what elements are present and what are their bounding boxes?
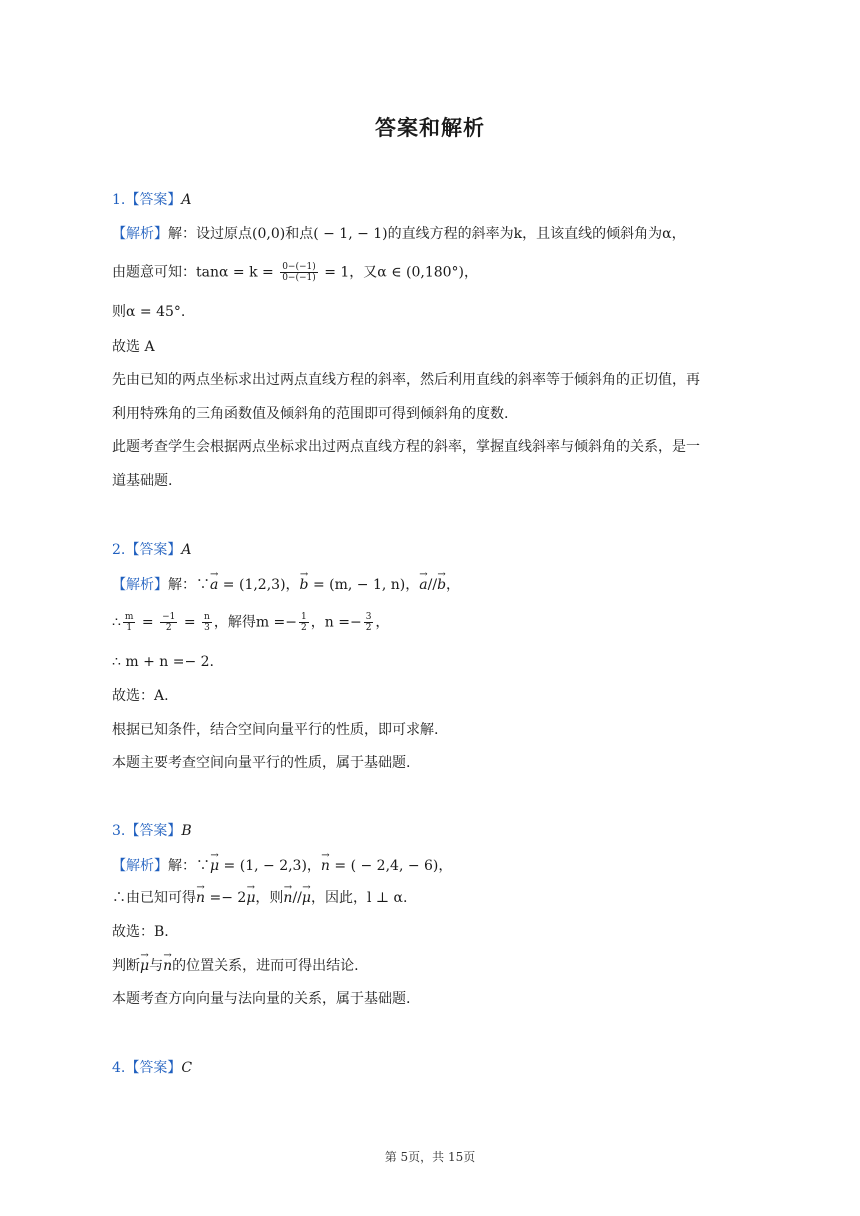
q3-analysis-line-4 [112, 956, 752, 976]
q3-text-2b: =− 2 [205, 890, 247, 906]
q3-text-4c: 的位置关系，进而可得出结论. [172, 958, 359, 974]
q2-answer-label: 【答案】 [125, 542, 182, 558]
q2-text-1a: 解：∵ [168, 577, 210, 593]
q2-frac-2 [160, 612, 177, 633]
q3-analysis-line-1 [112, 856, 752, 876]
q4-answer-label: 【答案】 [125, 1060, 182, 1076]
q3-answer-line [112, 821, 752, 841]
q3-answer: B [181, 823, 192, 839]
q1-text-6: 利用特殊角的三角函数值及倾斜角的范围即可得到倾斜角的度数. [112, 406, 509, 422]
q2-text-5: 根据已知条件，结合空间向量平行的性质，即可求解. [112, 722, 439, 738]
q1-answer-label: 【答案】 [125, 192, 182, 208]
q3-text-2d: // [292, 890, 302, 906]
vector-a-2: → a [419, 575, 427, 595]
q2-frac-1-num: m [124, 612, 134, 622]
vector-mu-4: → μ [140, 956, 149, 976]
vector-n: → n [321, 856, 330, 876]
q2-number: 2. [112, 542, 126, 558]
q3-analysis-label: 【解析】 [112, 858, 168, 874]
q2-text-2b: ，解得m =− [213, 614, 298, 631]
q2-text-1d: // [427, 577, 438, 593]
q1-text-7: 此题考查学生会根据两点坐标求出过两点直线方程的斜率，掌握直线斜率与倾斜角的关系，是一 [112, 439, 700, 455]
q3-text-5: 本题考查方向向量与法向量的关系，属于基础题. [112, 991, 411, 1007]
q3-text-1a: 解：∵ [168, 858, 210, 874]
page-footer: 第 5页，共 15页 [384, 1150, 476, 1164]
q1-text-8: 道基础题. [112, 473, 173, 489]
q3-text-2e: ，因此，l ⊥ α. [311, 890, 408, 906]
q2-frac-5-den: 2 [365, 623, 372, 633]
q1-answer: A [181, 192, 192, 208]
q2-frac-2-den: 2 [165, 623, 172, 633]
page-title: 答案和解析 [375, 116, 485, 140]
q2-frac-3 [202, 612, 212, 633]
q1-frac-num: 0−(−1) [282, 262, 316, 272]
q3-text-1b: = (1, − 2,3)， [219, 858, 321, 874]
q3-text-1c: = ( − 2,4, − 6)， [329, 858, 453, 874]
q2-analysis-line-2 [112, 612, 752, 633]
q2-eq-1: = [137, 614, 159, 631]
vector-mu-2: → μ [246, 888, 255, 908]
q2-eq-2: = [179, 614, 201, 631]
q3-text-3: 故选：B. [112, 924, 169, 940]
q4-answer: C [181, 1060, 193, 1076]
q2-frac-4-num: 1 [301, 612, 307, 622]
q3-text-4a: 判断 [112, 958, 140, 974]
q1-text-3: 则α = 45°. [112, 304, 186, 320]
q2-text-3: ∴ m + n =− 2. [112, 654, 214, 670]
q3-analysis-line-2 [112, 888, 752, 908]
q1-text-2a: 由题意可知：tanα = k = [112, 264, 279, 281]
q3-text-2c: ，则 [255, 890, 284, 906]
q2-text-1b: = (1,2,3)， [218, 577, 300, 593]
q2-frac-5-num: 3 [365, 612, 372, 622]
q3-text-4b: 与 [149, 958, 164, 974]
q2-analysis-label: 【解析】 [112, 577, 168, 593]
q1-frac-den: 0−(−1) [282, 273, 316, 283]
vector-b-2: → b [437, 575, 446, 595]
q2-text-1c: = (m, − 1, n)， [308, 577, 420, 593]
q2-analysis-line-1 [112, 575, 752, 595]
q2-frac-5 [364, 612, 374, 633]
q3-number: 3. [112, 823, 126, 839]
q2-text-6: 本题主要考查空间向量平行的性质，属于基础题. [112, 755, 411, 771]
q1-text-2b: = 1，又α ∈ (0,180°)， [319, 264, 479, 281]
vector-mu: → μ [210, 856, 219, 876]
vector-n-4: → n [163, 956, 172, 976]
q2-answer: A [181, 542, 192, 558]
q2-frac-3-den: 3 [204, 623, 210, 633]
q4-answer-line [112, 1058, 752, 1078]
q2-text-1e: ， [446, 577, 461, 593]
q2-text-2c: ，n =− [310, 614, 362, 631]
q4-number: 4. [112, 1060, 126, 1076]
q1-text-5: 先由已知的两点坐标求出过两点直线方程的斜率，然后利用直线的斜率等于倾斜角的正切值，再 [112, 372, 700, 388]
q1-analysis-line-2 [112, 262, 752, 283]
q1-text-1: 解：设过原点(0,0)和点( − 1, − 1)的直线方程的斜率为k，且该直线的倾斜角为α， [168, 226, 686, 242]
q1-number: 1. [112, 192, 126, 208]
vector-n-2: → n [196, 888, 205, 908]
q3-answer-label: 【答案】 [125, 823, 182, 839]
vector-mu-3: → μ [302, 888, 311, 908]
q3-text-2a: ∴由已知可得 [112, 890, 196, 906]
vector-b: → b [300, 575, 309, 595]
q2-frac-4 [299, 612, 309, 633]
q2-frac-1-den: 1 [126, 623, 133, 633]
q2-text-2d: ， [375, 614, 390, 631]
q1-text-4: 故选 A [112, 339, 155, 355]
q2-frac-2-num: −1 [162, 612, 176, 622]
q1-answer-line [112, 190, 752, 210]
vector-n-3: → n [283, 888, 292, 908]
q2-frac-1 [123, 612, 136, 633]
q1-analysis-label: 【解析】 [112, 226, 168, 242]
q2-answer-line [112, 540, 752, 560]
q1-analysis-line-1 [112, 224, 752, 244]
q2-text-2a: ∴ [112, 614, 121, 631]
vector-a: → a [210, 575, 218, 595]
q2-text-4: 故选：A. [112, 688, 169, 704]
q2-frac-3-num: n [204, 612, 210, 622]
q1-fraction [280, 262, 318, 283]
q2-frac-4-den: 2 [301, 623, 307, 633]
